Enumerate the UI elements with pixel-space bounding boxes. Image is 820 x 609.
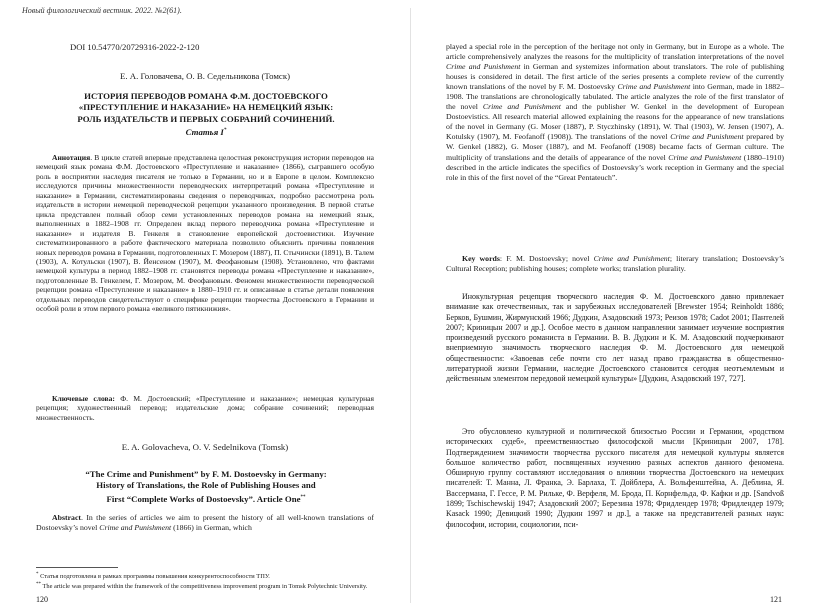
- doi: DOI 10.54770/20729316-2022-2-120: [70, 42, 200, 52]
- abstract-en-continued: played a special role in the perception of the heritage not only in Germany, but in Europe as a whole. The article comprehensively analyzes the reasons for the multiplicity of translation interpretations of the novel Crime and Punishment in German and systemizes information about translators. The role of publishing houses is considered in detail. The first article of the series presents a complete review of the currently known translations of the novel by F. M. Dostoevsky Crime and Punishment into German, made in 1882–1908. The translations are chronologically tabulated. The article analyzes the role of the first translator of the novel Crime and Punishment and the publisher W. Genkel in the development of European Dostoevistics. All research material allowed explaining the reasons for the appearance of new translations of the novel in Germany (G. Moser (1887), P. Styczhinsky (1891), W. Thal (1903), W. Jensen (1907), A. Kotulsky (1907), M. Feofanoff (1908)). The translations of the novel Crime and Punishment prepared by W. Genkel (1882), G. Moser (1887), and M. Feofanoff (1908) became facts of German culture. The multiplicity of translations and the details of appearance of the novel Crime and Punishment (1880–1910) described in the article indicates the specifics of Dostoevsky’s work reception in Germany and the special role in this of the first novel of the “Great Pentateuch”.: [446, 42, 785, 182]
- body-ru-paragraph-2: Это обусловлено культурной и политической близостью России и Германии, «родством исторических судеб», преемственностью философской мысли [Криницын 2007, 178]. Подтверждением значимости творчества русского писателя для немецкой культуры является большое количество работ, посвященных изучению разных аспектов данного феномена. Обширную группу составляют исследования о влиянии творчества Достоевского на немецких писателей: Т. Манна, Л. Франка, Э. Барлаха, Т. Дойблера, А. Вольфенштейна, А. Деблина, Я. Вассермана, Г. Гессе, Р. М. Рильке, Ф. Верфеля, М. Брода, П. Корнфельда, Ф. Кафки и др. [Sandvoß 1899; Tschischewskij 1947; Азадовский 2007; Березина 1978; Фридлендер 1978; Фридлендер 1979; Kasack 1990; Девицкий 1990; Дудкин 1997 и др.], а также на представителей разных наук: философии, истории, социологии, пси-: [446, 427, 784, 529]
- title-ru-line1: ИСТОРИЯ ПЕРЕВОДОВ РОМАНА Ф.М. ДОСТОЕВСКОГО: [84, 91, 328, 101]
- title-en: [50, 469, 362, 505]
- title-ru-line2: «ПРЕСТУПЛЕНИЕ И НАКАЗАНИЕ» НА НЕМЕЦКИЙ ЯЗЫК:: [78, 102, 334, 113]
- keywords-ru-text: Ф. М. Достоевский; «Преступление и наказание»; немецкая культурная рецепция; художественный перевод; издательские дома; собрание сочинений; переводная множественность.: [36, 394, 374, 422]
- keywords-ru-label: Ключевые слова:: [52, 394, 115, 403]
- title-en-line2: History of Translations, the Role of Publishing Houses and: [96, 480, 316, 491]
- footnote-2: ** The article was prepared within the framework of the competitiveness improvement program in Tomsk Polytechnic University.: [36, 582, 368, 591]
- journal-header: Новый филологический вестник. 2022. №2(61).: [22, 6, 182, 15]
- abstract-en-start: Abstract. In the series of articles we aim to present the history of all well-known translations of Dostoevsky’s novel Crime and Punishment (1866) in German, which: [36, 513, 374, 532]
- abstract-ru-text: . В цикле статей впервые представлена целостная реконструкция истории переводов на немецкий язык романа Ф.М. Достоевского «Преступление и наказание» (1866), сыгравшего особую роль в восприятии наследия писателя не только в Германии, но и в Европе в целом. Комплексно исследуются причины множественности переводческих интерпретаций романа «Преступление и наказание» в Германии, систематизированы сведения о переводчиках, подробно рассмотрена роль издательств в истории немецкой переводческой рецепции указанного произведения. В первой статье цикла представлен полный обзор семи установленных переводов романа на немецкий язык, выполненных в 1882–1908 гг. Определен вклад первого переводчика романа «Преступление и наказание» и издателя В. Генкеля в становление европейской достоевистики. Изучение систематизированного в работе фактического материала позволило объяснить причины появления новых переводов романа в Германии, подготовленных Г. Мозером (1887), П. Стычински (1891), В. Талем (1903), А. Котульски (1907), В. Йенсеном (1907), М. Феофановым (1908). Установлено, что фактами немецкой культуры в период 1882–1908 гг. становятся переводы романа «Преступление и наказание», подготовленные В. Генкелем, Г. Мозером, М. Феофановым. Феномен множественности переводческой рецепции романа «Преступление и наказание» в 1880–1910 гг. и описанные в статье детали появления отдельных переводов свидетельствуют о специфике рецепции творчества Достоевского в Германии и особой роли в этом первого романа «великого пятикнижия».: [36, 153, 374, 314]
- authors-en: E. A. Golovacheva, O. V. Sedelnikova (Tomsk): [121, 442, 289, 452]
- page-number-right: 121: [770, 595, 782, 604]
- title-en-line3: First “Complete Works of Dostoevsky”. Article One: [106, 493, 301, 504]
- title-en-line1: “The Crime and Punishment” by F. M. Dostoevsky in Germany:: [85, 469, 327, 479]
- abstract-ru-label: Аннотация: [52, 153, 91, 162]
- title-ru-line3: РОЛЬ ИЗДАТЕЛЬСТВ И ПЕРВЫХ СОБРАНИЙ СОЧИНЕНИЙ.: [77, 113, 335, 124]
- footnote-1: * Статья подготовлена в рамках программы повышения конкурентоспособности ТПУ.: [36, 572, 270, 581]
- body-ru-paragraph-1: Инокультурная рецепция творческого наследия Ф. М. Достоевского давно привлекает внимание как отечественных, так и зарубежных исследователей [Brewster 1954; Reinholdt 1886; Берков, Бушмин, Жирмунский 1966; Дудкин, Азадовский 1973; Реизов 1978; Cadot 2001; Пантелей 2007; Криницын 2007 и др.]. Особое место в данном направлении занимает изучение восприятия произведений русского романиста в Германии. В. В. Дудкин и К. М. Азадовский подчеркивают внеприемную значимость творческого наследия Ф. М. Достоевского для немецкой общественности: «Завоевав себе почти сто лет назад право гражданства в общественно-литературной жизни Германии, наследие Достоевского становится сегодня неотъемлемым и действенным элементом передовой немецкой культуры» [Дудкин, Азадовский 197, 727].: [446, 292, 784, 384]
- right-page: [410, 0, 820, 609]
- keywords-en: Key words: F. M. Dostoevsky; novel Crime and Punishment; literary translation; Dostoevsky’s Cultural Reception; publishing houses; complete works; translation plurality.: [446, 254, 785, 274]
- page-number-left: 120: [36, 595, 48, 604]
- keywords-ru: [36, 394, 374, 422]
- footnote-ref-1: *: [223, 127, 227, 133]
- title-ru-article: Статья I: [185, 126, 224, 137]
- keywords-en-label: Key words: [462, 254, 500, 263]
- abstract-en-label: Abstract: [52, 513, 82, 522]
- authors-ru: Е. А. Головачева, О. В. Седельникова (Томск): [119, 71, 291, 81]
- title-ru: [36, 91, 376, 138]
- footnote-ref-2: **: [300, 494, 306, 500]
- footnote-rule: [36, 567, 118, 568]
- abstract-ru: [36, 153, 374, 314]
